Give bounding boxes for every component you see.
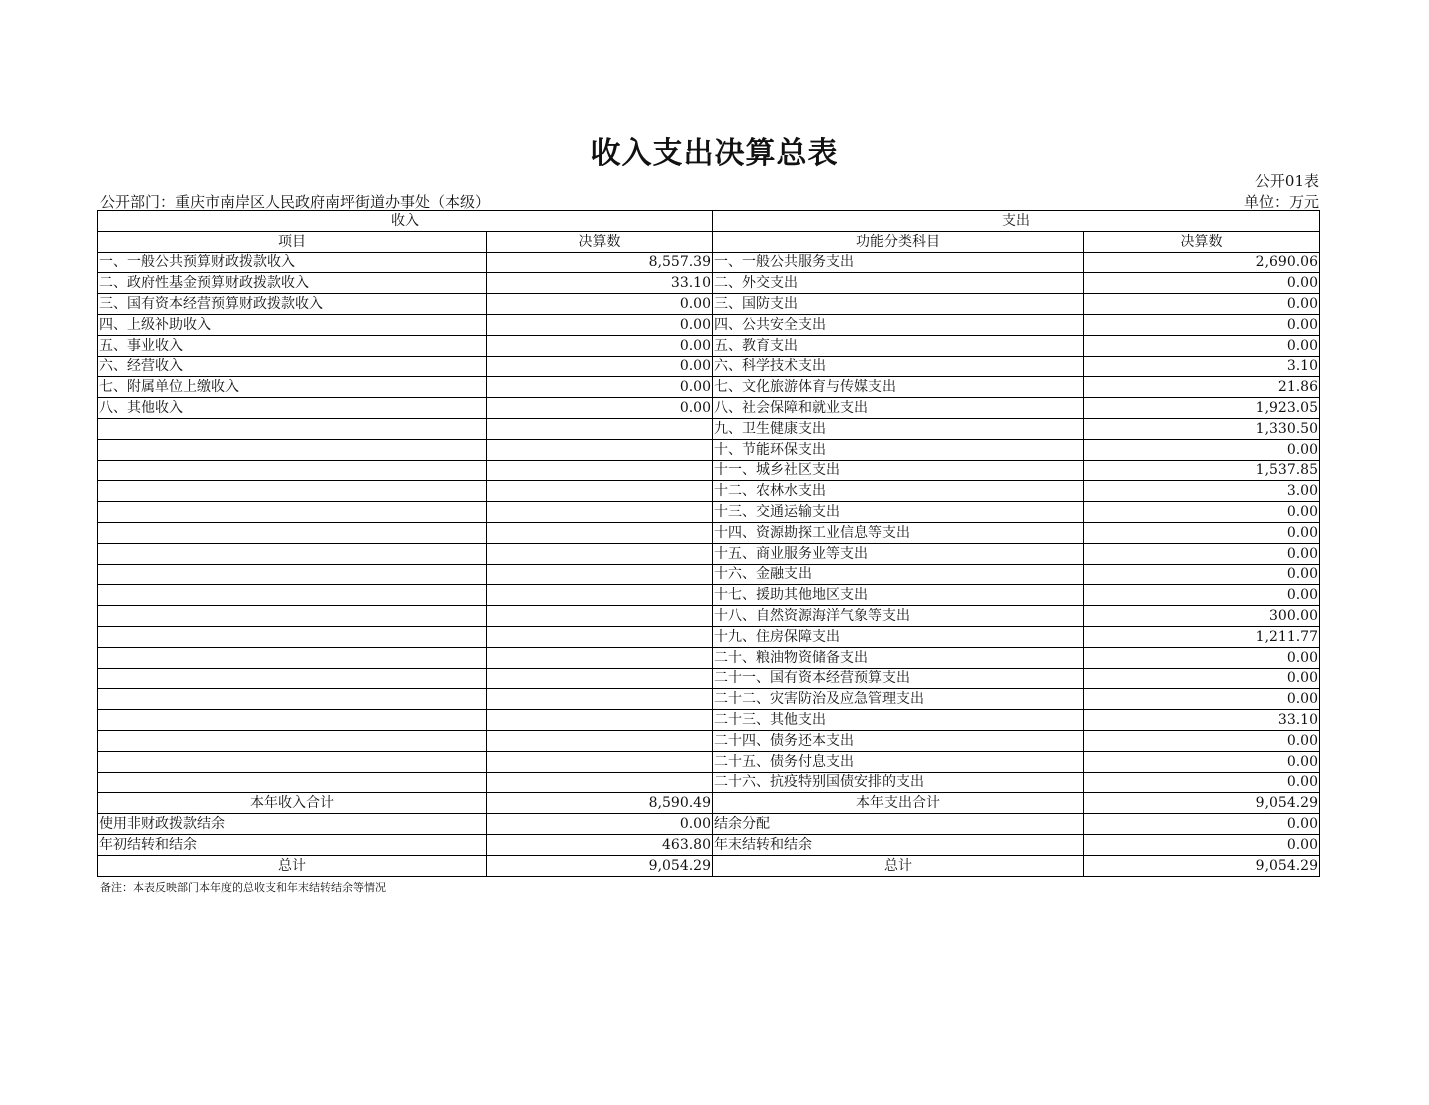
income-header: 收入	[98, 211, 713, 232]
income-item-cell: 三、国有资本经营预算财政拨款收入	[98, 294, 487, 315]
income-item-cell	[98, 606, 487, 627]
expense-amount-cell: 0.00	[1084, 522, 1320, 543]
total-income-amount: 463.80	[487, 834, 713, 855]
total-expense-amount: 0.00	[1084, 834, 1320, 855]
expense-item-cell: 七、文化旅游体育与传媒支出	[713, 377, 1084, 398]
expense-amount-cell: 1,923.05	[1084, 398, 1320, 419]
income-amount-cell: 0.00	[487, 377, 713, 398]
income-item-cell: 四、上级补助收入	[98, 314, 487, 335]
income-item-cell	[98, 439, 487, 460]
income-amount-cell	[487, 585, 713, 606]
income-amount-cell	[487, 522, 713, 543]
expense-item-cell: 十五、商业服务业等支出	[713, 543, 1084, 564]
income-item-cell	[98, 522, 487, 543]
total-expense-label: 年末结转和结余	[713, 834, 1084, 855]
total-row	[98, 793, 1320, 814]
table-row	[98, 502, 1320, 523]
total-income-amount: 0.00	[487, 814, 713, 835]
item-header: 项目	[98, 231, 487, 252]
income-amount-cell	[487, 543, 713, 564]
table-row	[98, 294, 1320, 315]
amount-header: 决算数	[487, 231, 713, 252]
table-row	[98, 418, 1320, 439]
expense-item-cell: 十四、资源勘探工业信息等支出	[713, 522, 1084, 543]
expense-item-cell: 二十一、国有资本经营预算支出	[713, 668, 1084, 689]
total-expense-amount: 9,054.29	[1084, 793, 1320, 814]
expense-amount-cell: 21.86	[1084, 377, 1320, 398]
expense-amount-cell: 1,330.50	[1084, 418, 1320, 439]
income-amount-cell	[487, 647, 713, 668]
table-row	[98, 730, 1320, 751]
expense-item-cell: 二十五、债务付息支出	[713, 751, 1084, 772]
income-item-cell	[98, 460, 487, 481]
income-amount-cell	[487, 418, 713, 439]
income-amount-cell	[487, 564, 713, 585]
expense-amount-cell: 0.00	[1084, 502, 1320, 523]
expense-amount-cell: 3.10	[1084, 356, 1320, 377]
income-item-cell: 七、附属单位上缴收入	[98, 377, 487, 398]
table-row	[98, 772, 1320, 793]
table-row	[98, 606, 1320, 627]
expense-amount-cell: 0.00	[1084, 314, 1320, 335]
expense-amount-cell: 33.10	[1084, 710, 1320, 731]
expense-item-cell: 十二、农林水支出	[713, 481, 1084, 502]
total-income-amount: 9,054.29	[487, 855, 713, 876]
expense-item-cell: 十、节能环保支出	[713, 439, 1084, 460]
income-item-cell	[98, 751, 487, 772]
income-amount-cell: 33.10	[487, 273, 713, 294]
income-item-cell	[98, 418, 487, 439]
income-amount-cell	[487, 689, 713, 710]
table-row	[98, 314, 1320, 335]
income-amount-cell: 0.00	[487, 398, 713, 419]
unit-label: 单位：万元	[1243, 193, 1319, 211]
expense-item-cell: 五、教育支出	[713, 335, 1084, 356]
total-income-label: 本年收入合计	[98, 793, 487, 814]
summary-table	[97, 210, 1320, 877]
income-amount-cell	[487, 439, 713, 460]
expense-amount-cell: 0.00	[1084, 273, 1320, 294]
expense-amount-cell: 300.00	[1084, 606, 1320, 627]
income-item-cell	[98, 689, 487, 710]
form-code: 公开01表	[1254, 172, 1319, 190]
expense-amount-cell: 0.00	[1084, 335, 1320, 356]
income-item-cell: 一、一般公共预算财政拨款收入	[98, 252, 487, 273]
page-title: 收入支出决算总表	[590, 136, 839, 171]
table-row	[98, 689, 1320, 710]
income-amount-cell	[487, 481, 713, 502]
table-row	[98, 585, 1320, 606]
amount2-header: 决算数	[1084, 231, 1320, 252]
income-amount-cell	[487, 460, 713, 481]
expense-amount-cell: 0.00	[1084, 689, 1320, 710]
expense-item-cell: 二十三、其他支出	[713, 710, 1084, 731]
income-item-cell	[98, 585, 487, 606]
income-item-cell	[98, 668, 487, 689]
income-amount-cell: 8,557.39	[487, 252, 713, 273]
total-income-label: 年初结转和结余	[98, 834, 487, 855]
income-item-cell	[98, 543, 487, 564]
expense-item-cell: 十七、援助其他地区支出	[713, 585, 1084, 606]
total-row	[98, 814, 1320, 835]
income-amount-cell: 0.00	[487, 356, 713, 377]
total-expense-amount: 9,054.29	[1084, 855, 1320, 876]
expense-item-cell: 八、社会保障和就业支出	[713, 398, 1084, 419]
table-row	[98, 460, 1320, 481]
total-row	[98, 855, 1320, 876]
expense-item-cell: 十八、自然资源海洋气象等支出	[713, 606, 1084, 627]
income-amount-cell	[487, 626, 713, 647]
table-row	[98, 335, 1320, 356]
income-amount-cell: 0.00	[487, 294, 713, 315]
table-row	[98, 751, 1320, 772]
income-amount-cell: 0.00	[487, 314, 713, 335]
expense-header: 支出	[713, 211, 1320, 232]
table-row	[98, 668, 1320, 689]
expense-amount-cell: 0.00	[1084, 294, 1320, 315]
table-row	[98, 647, 1320, 668]
table-row	[98, 564, 1320, 585]
expense-amount-cell: 0.00	[1084, 564, 1320, 585]
expense-item-cell: 六、科学技术支出	[713, 356, 1084, 377]
table-row	[98, 481, 1320, 502]
income-item-cell: 八、其他收入	[98, 398, 487, 419]
table-row	[98, 377, 1320, 398]
expense-item-cell: 十六、金融支出	[713, 564, 1084, 585]
expense-amount-cell: 0.00	[1084, 730, 1320, 751]
expense-item-cell: 二十四、债务还本支出	[713, 730, 1084, 751]
expense-item-cell: 九、卫生健康支出	[713, 418, 1084, 439]
income-item-cell	[98, 772, 487, 793]
income-amount-cell	[487, 710, 713, 731]
expense-item-cell: 二十二、灾害防治及应急管理支出	[713, 689, 1084, 710]
expense-amount-cell: 1,211.77	[1084, 626, 1320, 647]
table-row	[98, 543, 1320, 564]
table-row	[98, 439, 1320, 460]
expense-amount-cell: 0.00	[1084, 668, 1320, 689]
income-item-cell	[98, 647, 487, 668]
expense-item-cell: 十三、交通运输支出	[713, 502, 1084, 523]
income-item-cell	[98, 710, 487, 731]
expense-amount-cell: 0.00	[1084, 647, 1320, 668]
expense-amount-cell: 0.00	[1084, 772, 1320, 793]
footnote: 备注：本表反映部门本年度的总收支和年末结转结余等情况	[100, 881, 386, 894]
table-row	[98, 252, 1320, 273]
income-amount-cell	[487, 606, 713, 627]
income-amount-cell	[487, 730, 713, 751]
expense-item-cell: 二、外交支出	[713, 273, 1084, 294]
table-row	[98, 398, 1320, 419]
income-item-cell	[98, 564, 487, 585]
table-header-row-2	[98, 231, 1320, 252]
expense-item-cell: 十一、城乡社区支出	[713, 460, 1084, 481]
total-row	[98, 834, 1320, 855]
income-amount-cell	[487, 502, 713, 523]
table-row	[98, 626, 1320, 647]
total-expense-label: 结余分配	[713, 814, 1084, 835]
income-amount-cell	[487, 668, 713, 689]
income-item-cell: 六、经营收入	[98, 356, 487, 377]
expense-amount-cell: 0.00	[1084, 439, 1320, 460]
expense-item-cell: 一、一般公共服务支出	[713, 252, 1084, 273]
total-expense-amount: 0.00	[1084, 814, 1320, 835]
table-body	[98, 211, 1320, 877]
expense-item-cell: 三、国防支出	[713, 294, 1084, 315]
total-income-label: 总计	[98, 855, 487, 876]
income-item-cell	[98, 626, 487, 647]
expense-amount-cell: 1,537.85	[1084, 460, 1320, 481]
total-income-amount: 8,590.49	[487, 793, 713, 814]
expense-item-cell: 四、公共安全支出	[713, 314, 1084, 335]
func-item-header: 功能分类科目	[713, 231, 1084, 252]
table-row	[98, 710, 1320, 731]
expense-amount-cell: 0.00	[1084, 751, 1320, 772]
total-income-label: 使用非财政拨款结余	[98, 814, 487, 835]
expense-amount-cell: 3.00	[1084, 481, 1320, 502]
table-row	[98, 273, 1320, 294]
total-expense-label: 本年支出合计	[713, 793, 1084, 814]
income-item-cell: 五、事业收入	[98, 335, 487, 356]
expense-item-cell: 十九、住房保障支出	[713, 626, 1084, 647]
table-row	[98, 356, 1320, 377]
income-amount-cell: 0.00	[487, 335, 713, 356]
total-expense-label: 总计	[713, 855, 1084, 876]
expense-amount-cell: 0.00	[1084, 585, 1320, 606]
income-item-cell	[98, 502, 487, 523]
expense-item-cell: 二十六、抗疫特别国债安排的支出	[713, 772, 1084, 793]
expense-amount-cell: 0.00	[1084, 543, 1320, 564]
table-row	[98, 522, 1320, 543]
expense-amount-cell: 2,690.06	[1084, 252, 1320, 273]
income-item-cell: 二、政府性基金预算财政拨款收入	[98, 273, 487, 294]
income-item-cell	[98, 481, 487, 502]
income-item-cell	[98, 730, 487, 751]
income-amount-cell	[487, 772, 713, 793]
department-label: 公开部门：重庆市南岸区人民政府南坪街道办事处（本级）	[100, 193, 491, 211]
expense-item-cell: 二十、粮油物资储备支出	[713, 647, 1084, 668]
income-amount-cell	[487, 751, 713, 772]
table-header-row-1	[98, 211, 1320, 232]
